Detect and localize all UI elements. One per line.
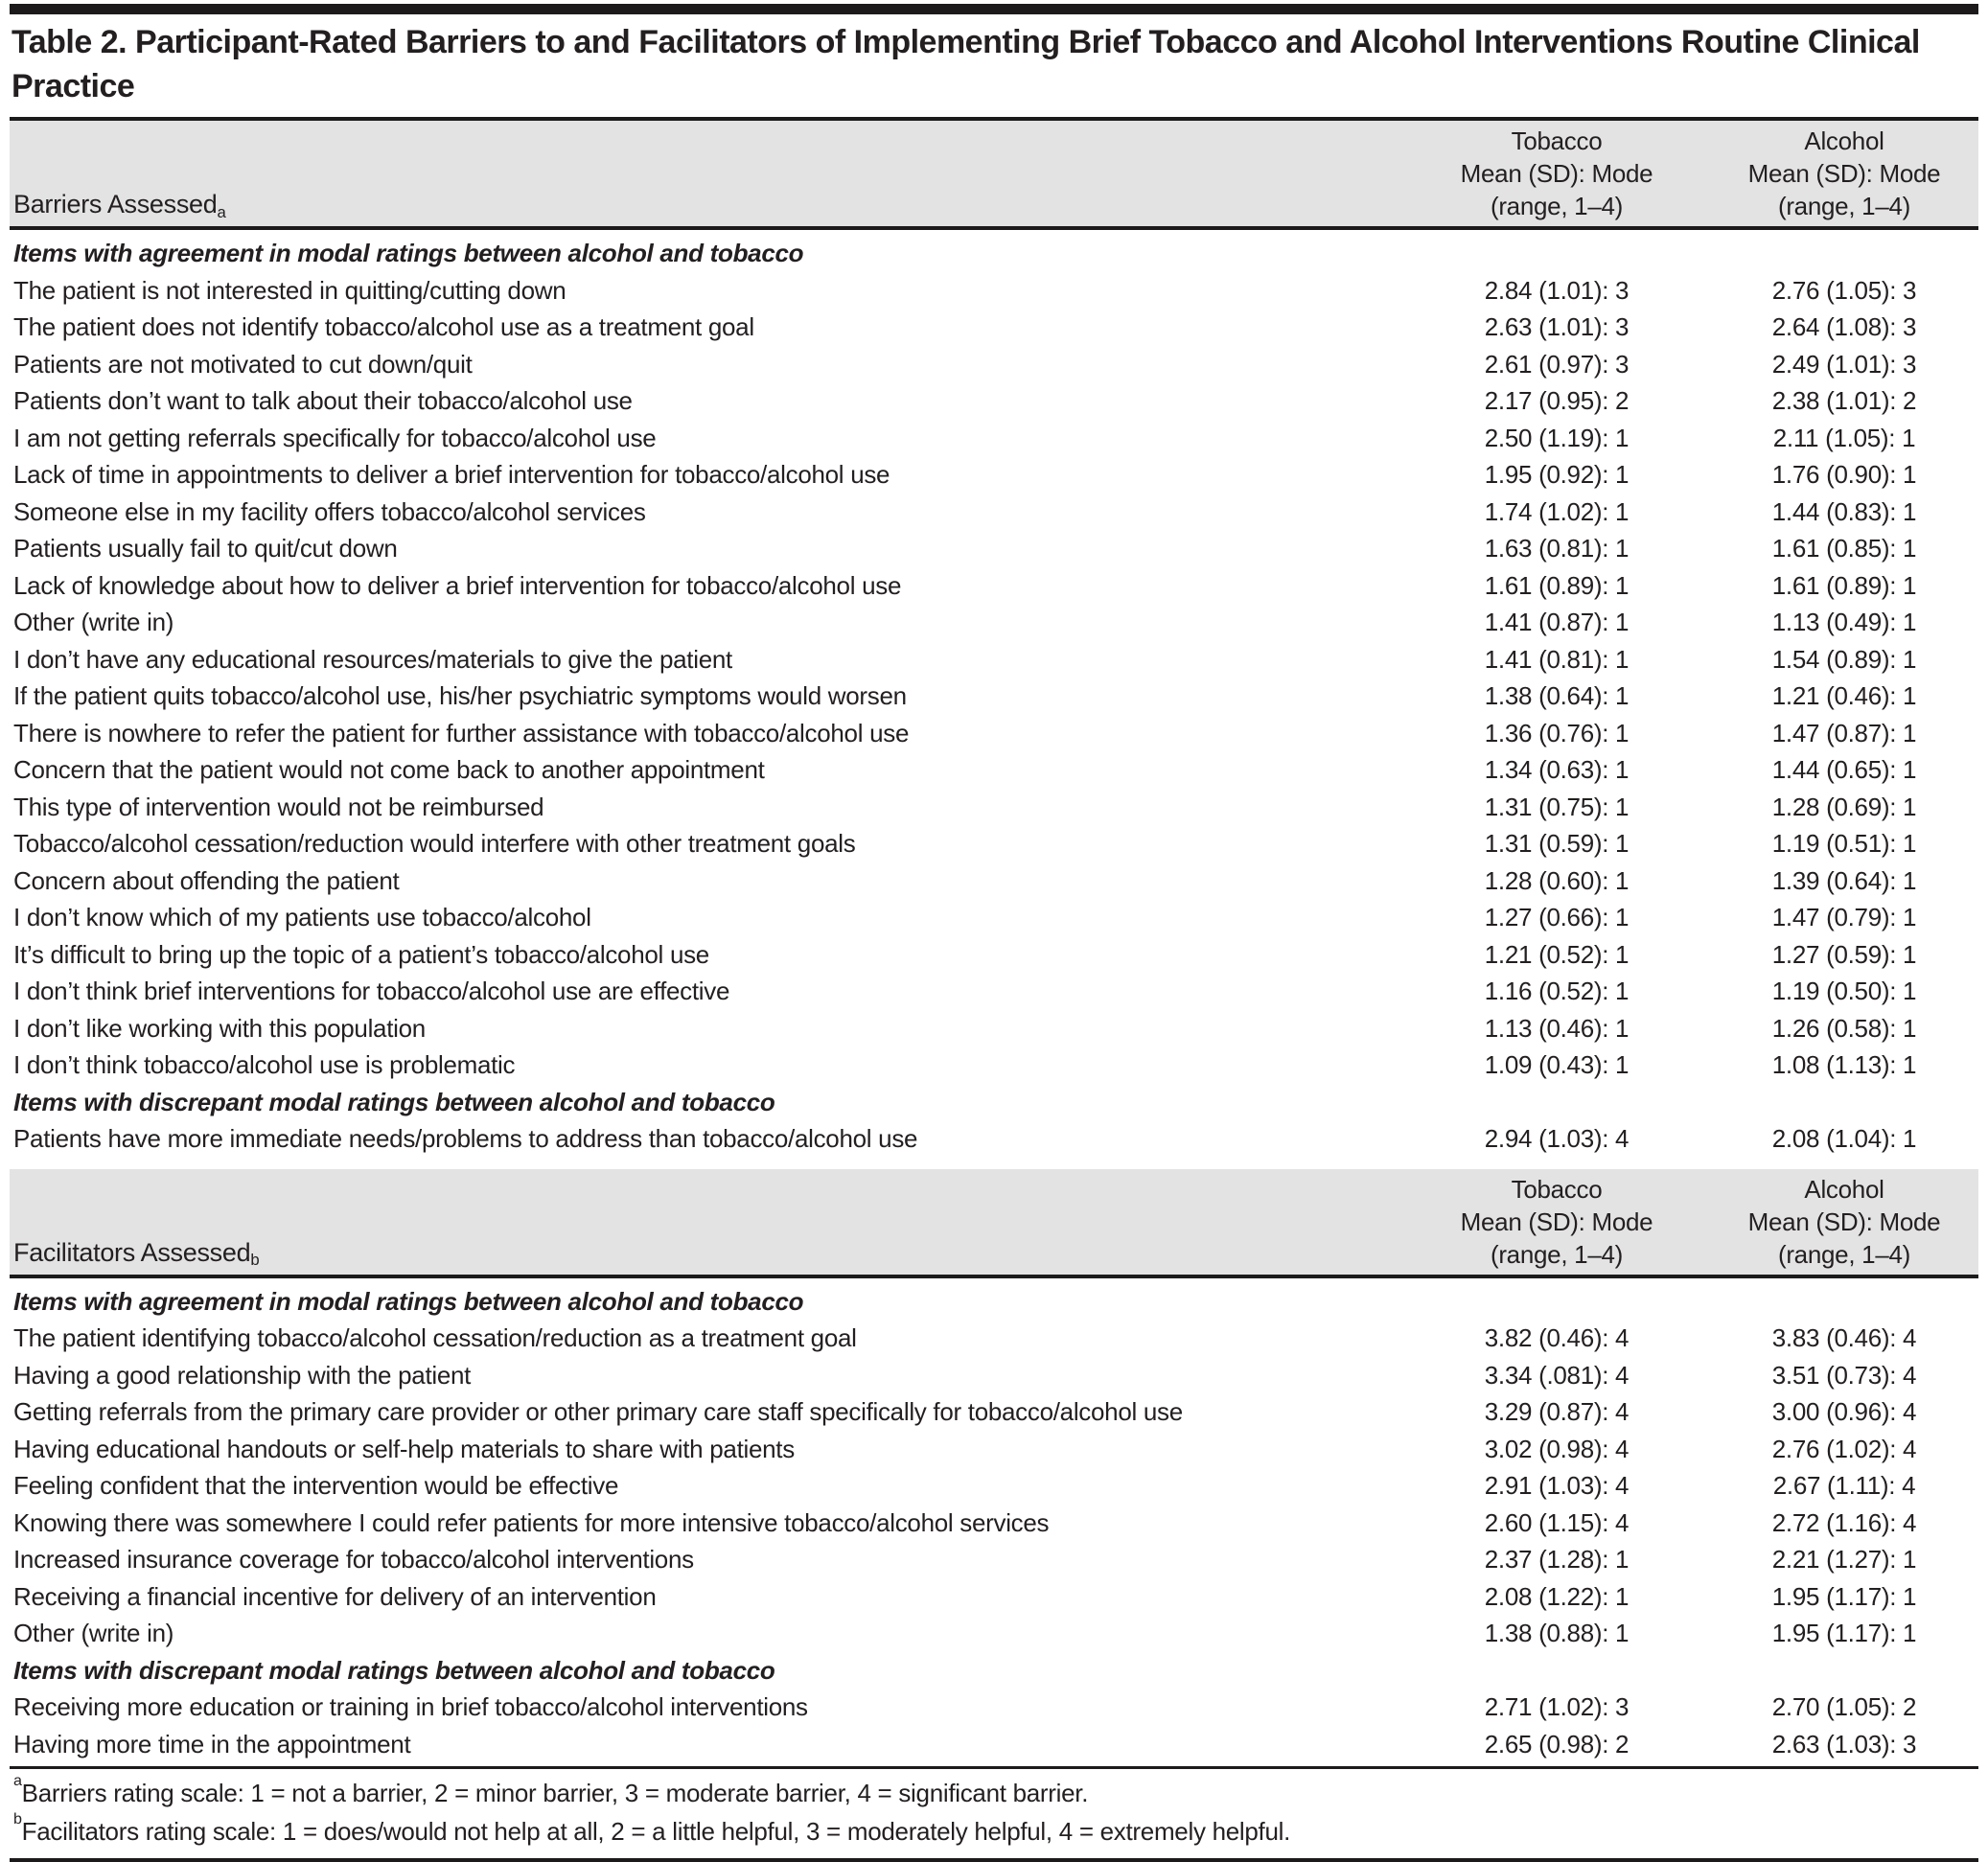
table-row: [10, 420, 1978, 457]
alcohol-value: 2.67 (1.11): 4: [1772, 1471, 1916, 1501]
item-label: Having a good relationship with the patient: [13, 1360, 472, 1390]
group-heading: Items with agreement in modal ratings between alcohol and tobacco: [13, 1286, 804, 1316]
footnote-b: $^b$Facilitators rating scale: 1 = does/would not help at all, 2 = a little helpful, 3 = moderately helpful, 4 = extremely helpful.: [13, 1810, 1291, 1847]
table-row: [10, 494, 1978, 531]
item-label: I don’t know which of my patients use tobacco/alcohol: [13, 903, 591, 932]
facilitators-section-label: Facilitators Assessed $^b$: [13, 1237, 260, 1270]
alcohol-value: 2.08 (1.04): 1: [1771, 1124, 1917, 1154]
facilitators-rows: [10, 1278, 1978, 1767]
item-label: Someone else in my facility offers tobacco/alcohol services: [13, 496, 646, 526]
group-heading: Items with agreement in modal ratings between alcohol and tobacco: [13, 239, 804, 268]
item-label: Tobacco/alcohol cessation/reduction would interfere with other treatment goals: [13, 829, 856, 859]
tobacco-value: 1.21 (0.52): 1: [1484, 939, 1630, 969]
alcohol-value: 3.51 (0.73): 4: [1771, 1360, 1917, 1390]
footnote-a: $^a$Barriers rating scale: 1 = not a barrier, 2 = minor barrier, 3 = moderate barrier, 4 = significant barrier.: [13, 1772, 1089, 1808]
item-label: I don’t think tobacco/alcohol use is problematic: [13, 1050, 516, 1080]
table-row: [10, 825, 1978, 862]
tobacco-value: 3.02 (0.98): 4: [1484, 1434, 1630, 1463]
item-label: I don’t think brief interventions for tobacco/alcohol use are effective: [13, 977, 730, 1006]
table-row: [10, 346, 1978, 383]
table-row: [10, 382, 1978, 420]
barriers-label-text: Barriers Assessed: [13, 190, 218, 219]
group-heading: Items with discrepant modal ratings between alcohol and tobacco: [13, 1087, 775, 1116]
alcohol-value: 1.19 (0.50): 1: [1771, 977, 1917, 1006]
table-row: [10, 309, 1978, 346]
table-row: [10, 456, 1978, 494]
alcohol-value: 1.08 (1.13): 1: [1771, 1050, 1917, 1080]
tobacco-value: 1.31 (0.59): 1: [1484, 829, 1630, 859]
table-row: [10, 1578, 1978, 1616]
table-row: [10, 604, 1978, 641]
tobacco-value: 3.34 (.081): 4: [1484, 1360, 1630, 1390]
alcohol-value: 2.63 (1.03): 3: [1771, 1729, 1917, 1759]
table-row: [10, 936, 1978, 974]
alcohol-value: 2.11 (1.05): 1: [1772, 423, 1916, 452]
item-label: If the patient quits tobacco/alcohol use, his/her psychiatric symptoms would worsen: [13, 681, 907, 711]
tobacco-value: 1.27 (0.66): 1: [1484, 903, 1630, 932]
tobacco-value: 1.36 (0.76): 1: [1484, 718, 1630, 747]
tobacco-value: 1.63 (0.81): 1: [1484, 534, 1630, 563]
item-label: It’s difficult to bring up the topic of a patient’s tobacco/alcohol use: [13, 939, 709, 969]
item-label: Patients are not motivated to cut down/quit: [13, 349, 473, 379]
tobacco-value: 1.74 (1.02): 1: [1484, 496, 1630, 526]
alcohol-value: 2.21 (1.27): 1: [1771, 1545, 1917, 1575]
alcohol-value: 1.27 (0.59): 1: [1771, 939, 1917, 969]
alcohol-value: 1.44 (0.65): 1: [1771, 755, 1917, 785]
alcohol-value: 1.26 (0.58): 1: [1771, 1013, 1917, 1043]
tobacco-value: 1.38 (0.88): 1: [1484, 1619, 1630, 1648]
alcohol-value: 2.64 (1.08): 3: [1771, 312, 1917, 342]
barriers-section-label: Barriers Assessed $^a$: [13, 190, 226, 221]
tobacco-value: 1.61 (0.89): 1: [1484, 570, 1630, 600]
item-label: Concern that the patient would not come back to another appointment: [13, 755, 765, 785]
tobacco-value: 2.50 (1.19): 1: [1484, 423, 1630, 452]
tobacco-value: 2.61 (0.97): 3: [1484, 349, 1630, 379]
table-row: [10, 973, 1978, 1010]
table-row: [10, 1505, 1978, 1542]
table-row: [10, 1615, 1978, 1652]
tobacco-value: 2.17 (0.95): 2: [1484, 386, 1630, 416]
top-rule: [10, 4, 1978, 14]
alcohol-value: 1.54 (0.89): 1: [1771, 644, 1917, 674]
alcohol-value: 2.76 (1.02): 4: [1771, 1434, 1917, 1463]
alcohol-value: 1.95 (1.17): 1: [1771, 1619, 1917, 1648]
item-label: Patients have more immediate needs/problems to address than tobacco/alcohol use: [13, 1124, 918, 1154]
alcohol-value: 1.61 (0.89): 1: [1771, 570, 1917, 600]
table-row: [10, 1120, 1978, 1158]
alcohol-value: 3.00 (0.96): 4: [1771, 1397, 1917, 1427]
alcohol-value: 1.95 (1.17): 1: [1771, 1581, 1917, 1611]
table-row: [10, 1357, 1978, 1394]
item-label: Lack of time in appointments to deliver a brief intervention for tobacco/alcohol use: [13, 460, 890, 490]
table-row: [10, 678, 1978, 715]
group-heading-row: [10, 1084, 1978, 1121]
group-heading-row: [10, 1283, 1978, 1321]
tobacco-value: 1.31 (0.75): 1: [1484, 792, 1630, 821]
table-row: [10, 641, 1978, 678]
tobacco-value: 2.08 (1.22): 1: [1484, 1581, 1630, 1611]
tobacco-value: 1.38 (0.64): 1: [1484, 681, 1630, 711]
item-label: Having more time in the appointment: [13, 1729, 411, 1759]
table-title: Table 2. Participant-Rated Barriers to and Facilitators of Implementing Brief Tobacco and Alcohol Interventions Routine Clinical Practice: [12, 24, 1920, 104]
item-label: Receiving more education or training in brief tobacco/alcohol interventions: [13, 1692, 808, 1722]
tobacco-value: 2.91 (1.03): 4: [1484, 1471, 1630, 1501]
tobacco-value: 1.16 (0.52): 1: [1484, 977, 1630, 1006]
table-row: [10, 1726, 1978, 1763]
tobacco-value: 2.84 (1.01): 3: [1484, 275, 1630, 305]
item-label: Concern about offending the patient: [13, 865, 400, 895]
alcohol-value: 1.28 (0.69): 1: [1771, 792, 1917, 821]
alcohol-value: 1.39 (0.64): 1: [1771, 865, 1917, 895]
tobacco-value: 1.95 (0.92): 1: [1484, 460, 1630, 490]
tobacco-value: 1.28 (0.60): 1: [1484, 865, 1630, 895]
alcohol-value: 2.70 (1.05): 2: [1771, 1692, 1917, 1722]
table-row: [10, 1010, 1978, 1047]
alcohol-value: 2.72 (1.16): 4: [1771, 1507, 1917, 1537]
item-label: The patient identifying tobacco/alcohol cessation/reduction as a treatment goal: [13, 1323, 857, 1353]
table-row: [10, 1689, 1978, 1726]
tobacco-value: 2.63 (1.01): 3: [1484, 312, 1630, 342]
tobacco-value: 2.60 (1.15): 4: [1484, 1507, 1630, 1537]
item-label: Other (write in): [13, 1619, 174, 1648]
table-row: [10, 1431, 1978, 1468]
tobacco-column-header-2: Tobacco Mean (SD): Mode (range, 1–4): [1460, 1174, 1653, 1269]
alcohol-value: 1.21 (0.46): 1: [1771, 681, 1917, 711]
item-label: Having educational handouts or self-help materials to share with patients: [13, 1434, 795, 1463]
item-label: This type of intervention would not be reimbursed: [13, 792, 544, 821]
item-label: Patients don’t want to talk about their tobacco/alcohol use: [13, 386, 633, 416]
alcohol-value: 1.76 (0.90): 1: [1771, 460, 1917, 490]
table-row: [10, 715, 1978, 752]
alcohol-value: 3.83 (0.46): 4: [1771, 1323, 1917, 1353]
footnotes: [10, 1766, 1978, 1856]
table-page: [0, 4, 1988, 1862]
tobacco-value: 2.65 (0.98): 2: [1484, 1729, 1630, 1759]
tobacco-value: 2.37 (1.28): 1: [1484, 1545, 1630, 1575]
alcohol-value: 2.76 (1.05): 3: [1771, 275, 1917, 305]
table-row: [10, 1467, 1978, 1505]
item-label: Other (write in): [13, 608, 174, 637]
item-label: The patient is not interested in quitting/cutting down: [13, 275, 566, 305]
bottom-rule: [10, 1858, 1978, 1862]
alcohol-value: 1.47 (0.87): 1: [1771, 718, 1917, 747]
tobacco-value: 3.82 (0.46): 4: [1484, 1323, 1630, 1353]
table-row: [10, 1393, 1978, 1431]
table-row: [10, 567, 1978, 605]
table-row: [10, 789, 1978, 826]
barriers-rows: [10, 230, 1978, 1161]
tobacco-value: 1.13 (0.46): 1: [1484, 1013, 1630, 1043]
item-label: Feeling confident that the intervention would be effective: [13, 1471, 619, 1501]
table-row: [10, 899, 1978, 936]
alcohol-column-header: Alcohol Mean (SD): Mode (range, 1–4): [1747, 126, 1941, 221]
item-label: Getting referrals from the primary care provider or other primary care staff specifically for tobacco/alcohol use: [13, 1397, 1183, 1427]
alcohol-value: 2.49 (1.01): 3: [1771, 349, 1917, 379]
table-row: [10, 1046, 1978, 1084]
alcohol-column-header-2: Alcohol Mean (SD): Mode (range, 1–4): [1747, 1174, 1941, 1269]
table-row: [10, 530, 1978, 567]
item-label: Increased insurance coverage for tobacco/alcohol interventions: [13, 1545, 694, 1575]
facilitators-header-band: [10, 1169, 1978, 1278]
table-row: [10, 1541, 1978, 1578]
item-label: Knowing there was somewhere I could refer patients for more intensive tobacco/alcohol services: [13, 1507, 1050, 1537]
group-heading-row: [10, 235, 1978, 272]
table-row: [10, 862, 1978, 900]
tobacco-value: 3.29 (0.87): 4: [1484, 1397, 1630, 1427]
tobacco-value: 1.41 (0.81): 1: [1484, 644, 1630, 674]
item-label: I don’t have any educational resources/materials to give the patient: [13, 644, 732, 674]
item-label: Receiving a financial incentive for delivery of an intervention: [13, 1581, 657, 1611]
item-label: Patients usually fail to quit/cut down: [13, 534, 398, 563]
tobacco-value: 2.94 (1.03): 4: [1484, 1124, 1630, 1154]
alcohol-value: 2.38 (1.01): 2: [1771, 386, 1917, 416]
barriers-header-band: [10, 117, 1978, 230]
item-label: Lack of knowledge about how to deliver a brief intervention for tobacco/alcohol use: [13, 570, 902, 600]
facilitators-label-text: Facilitators Assessed: [13, 1237, 251, 1267]
item-label: I don’t like working with this population: [13, 1013, 426, 1043]
tobacco-column-header: Tobacco Mean (SD): Mode (range, 1–4): [1460, 126, 1653, 221]
item-label: There is nowhere to refer the patient for further assistance with tobacco/alcohol use: [13, 718, 910, 747]
table-row: [10, 1320, 1978, 1357]
tobacco-value: 1.41 (0.87): 1: [1484, 608, 1630, 637]
group-heading: Items with discrepant modal ratings between alcohol and tobacco: [13, 1655, 775, 1685]
group-heading-row: [10, 1652, 1978, 1690]
table-row: [10, 272, 1978, 310]
tobacco-value: 1.09 (0.43): 1: [1484, 1050, 1630, 1080]
tobacco-value: 2.71 (1.02): 3: [1484, 1692, 1630, 1722]
table-row: [10, 751, 1978, 789]
item-label: I am not getting referrals specifically for tobacco/alcohol use: [13, 423, 657, 452]
item-label: The patient does not identify tobacco/alcohol use as a treatment goal: [13, 312, 754, 342]
alcohol-value: 1.13 (0.49): 1: [1771, 608, 1917, 637]
tobacco-value: 1.34 (0.63): 1: [1484, 755, 1630, 785]
alcohol-value: 1.19 (0.51): 1: [1771, 829, 1917, 859]
alcohol-value: 1.47 (0.79): 1: [1771, 903, 1917, 932]
alcohol-value: 1.61 (0.85): 1: [1771, 534, 1917, 563]
alcohol-value: 1.44 (0.83): 1: [1771, 496, 1917, 526]
